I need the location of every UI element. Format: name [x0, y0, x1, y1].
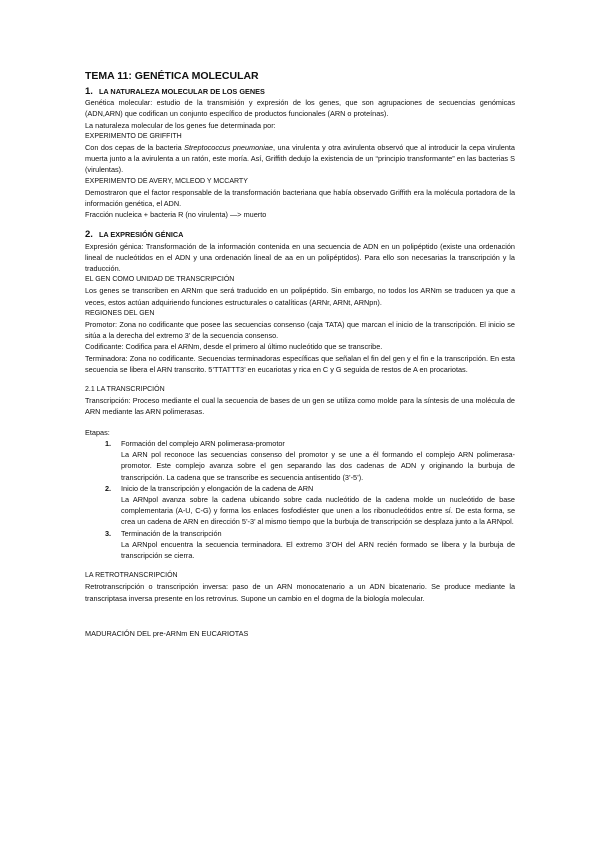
gen-unidad-text: Los genes se transcriben en ARNm que será traducido en un polipéptido. Sin embargo, no todos los ARNm se traducen ya que a veces, estos actúan adquiriendo funciones estructurales o catalíticas (ARNr, ARNt, ARNpn). [85, 286, 515, 307]
terminadora-text: Terminadora: Zona no codificante. Secuencias terminadoras específicas que señalan el fin del gen y el fin e la transcripción. En esta secuencia se libera el ARN transcrito. 5’TTATTT3’ en eucariotas y rica en C y G seguida de restos de A en procariotas. [85, 353, 515, 374]
section-1-title: LA NATURALEZA MOLECULAR DE LOS GENES [98, 87, 265, 96]
transcripcion-definition: Transcripción: Proceso mediante el cual la secuencia de bases de un gen se utiliza como molde para la síntesis de una molécula de ARN mediante las ARN polimerasas. [85, 396, 515, 417]
regiones-heading: REGIONES DEL GEN [85, 309, 155, 317]
etapa-title: Terminación de la transcripción [121, 528, 222, 538]
section-1-number: 1. [85, 86, 93, 97]
griffith-heading: EXPERIMENTO DE GRIFFITH [85, 132, 182, 140]
codificante-text: Codificante: Codifica para el ARNm, desde el primero al último nucleótido que se transcribe. [85, 342, 383, 352]
avery-heading: EXPERIMENTO DE AVERY, MCLEOD Y MCCARTY [85, 177, 248, 185]
maduracion-heading: MADURACIÓN DEL pre-ARNm EN EUCARIOTAS [85, 628, 249, 638]
etapa-number: 2. [105, 483, 112, 493]
griffith-text [85, 142, 515, 176]
retrotranscripcion-heading: LA RETROTRANSCRIPCIÓN [85, 572, 178, 580]
etapa-title: Formación del complejo ARN polimerasa-promotor [121, 438, 285, 448]
genetica-molecular-definition: Genética molecular: estudio de la transmisión y expresión de los genes, que son agrupaciones de secuencias genómicas (ADN,ARN) que codifican un conjunto específico de productos funcionales (ARN o proteínas). [85, 98, 515, 119]
griffith-text-a: Con dos cepas de la bacteria [85, 143, 185, 153]
avery-result-line: Fracción nucleica + bacteria R (no virulenta) —> muerto [85, 210, 267, 220]
expresion-genica-definition: Expresión génica: Transformación de la información contenida en una secuencia de ADN en un polipéptido (existe una ordenación lineal de nucleótidos en el ADN y una ordenación lineal de aa en un polipéptidos). Para ello son necesarias la transcripción y la traducción. [85, 241, 515, 274]
etapa-title: Inicio de la transcripción y elongación de la cadena de ARN [121, 483, 314, 493]
etapas-label: Etapas: [85, 427, 110, 437]
etapas-list [85, 438, 515, 561]
griffith-species: Streptococcus pneumoniae [184, 143, 273, 153]
promotor-text: Promotor: Zona no codificante que posee las secuencias consenso (caja TATA) que marcan el inicio de la transcripción. El inicio se sitúa a la derecha del extremo 3’ de la secuencia consenso. [85, 320, 515, 341]
naturaleza-intro: La naturaleza molecular de los genes fue determinada por: [85, 120, 276, 130]
avery-text: Demostraron que el factor responsable de la transformación bacteriana que había observado Griffith era la molécula portadora de la información genética, el ADN. [85, 187, 515, 209]
etapa-text: La ARNpol encuentra la secuencia terminadora. El extremo 3’OH del ARN recién formado se libera y la burbuja de transcripción se cierra. [121, 539, 515, 560]
etapa-item [85, 528, 515, 562]
etapa-text: La ARNpol avanza sobre la cadena ubicando sobre cada nucleótido de la cadena molde un nucleótido de base complementaria (A-U, C-G) y forma los enlaces fosfodiéster que unen a los ribonucleótidos entre sí. De esta forma, se crea un cadena de ARN en dirección 5’-3’ al mismo tiempo que la burbuja de transcripción se desplaza junto a la ARNpol. [121, 494, 515, 527]
etapa-item [85, 438, 515, 483]
transcripcion-heading: 2.1 LA TRANSCRIPCIÓN [85, 386, 165, 394]
section-2-heading [85, 229, 515, 240]
retrotranscripcion-text: Retrotranscripción o transcripción inversa: paso de un ARN monocatenario a un ADN bicatenario. Se produce mediante la transcriptasa inversa presente en los retrovirus. Supone un cambio en el dogma de la biología molecular. [85, 582, 515, 603]
etapa-item [85, 483, 515, 528]
etapa-number: 1. [105, 438, 112, 448]
section-2-number: 2. [85, 229, 93, 241]
etapa-number: 3. [105, 528, 112, 538]
document-page [85, 70, 515, 639]
document-title: TEMA 11: GENÉTICA MOLECULAR [85, 70, 259, 82]
etapa-text: La ARN pol reconoce las secuencias consenso del promotor y se une a él formando el complejo ARN polimerasa-promotor. Este complejo avanza sobre el gen separando las dos cadenas de ADN y originando la burbuja de transcripción. La cadena que se transcribe es secuencia antisentido (3’-5’). [121, 450, 515, 482]
section-2-title: LA EXPRESIÓN GÉNICA [98, 230, 184, 240]
section-1-heading [85, 86, 515, 97]
griffith-text-b: , una virulenta y otra avirulenta observó que al introducir la cepa virulenta muerta junto a la avirulenta a un ratón, este moría. Así, Griffith dedujo la existencia de un “principio transformante” en las bacterias S (virulentas). [85, 143, 515, 175]
gen-unidad-heading: EL GEN COMO UNIDAD DE TRANSCRIPCIÓN [85, 276, 235, 284]
